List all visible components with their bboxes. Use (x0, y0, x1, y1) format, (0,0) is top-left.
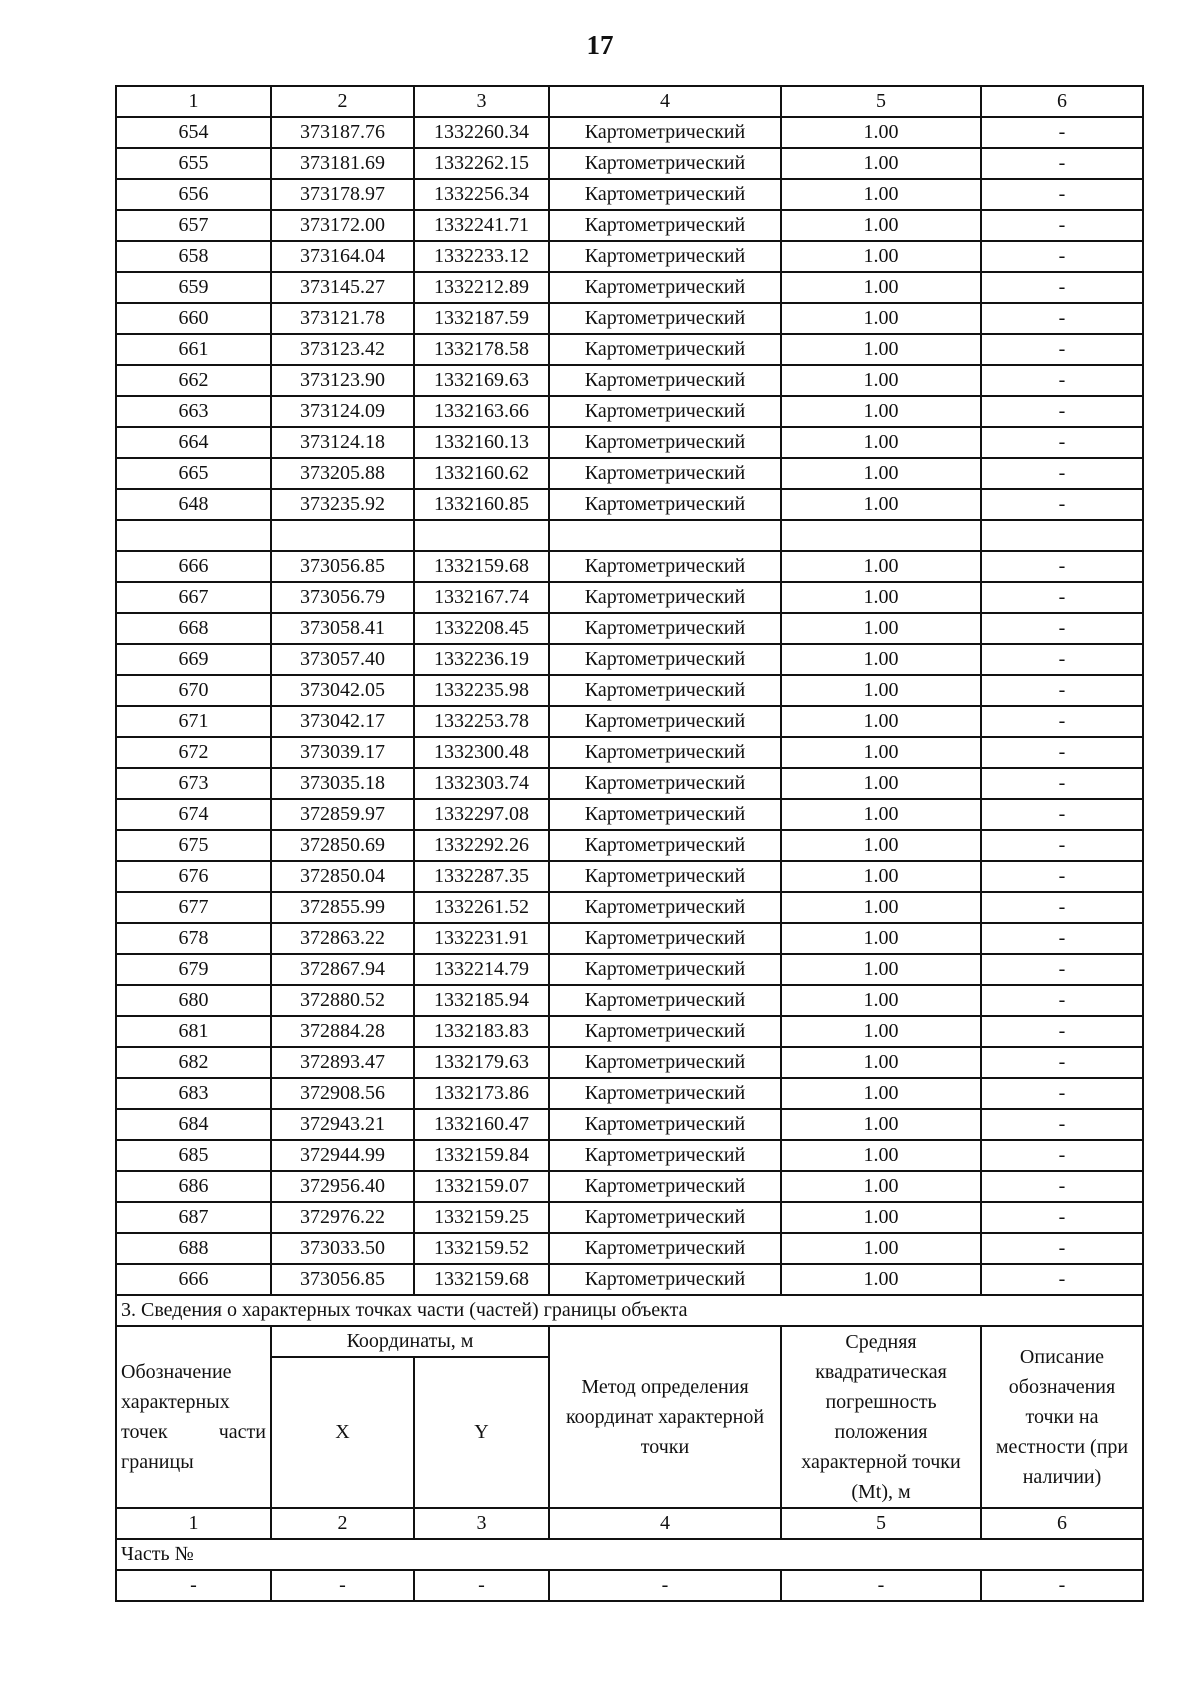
x-coordinate-cell: 373145.27 (271, 272, 414, 303)
point-number-cell: 656 (116, 179, 271, 210)
empty-cell: - (981, 1570, 1143, 1601)
table-row (116, 768, 1143, 799)
empty-cell: - (414, 1570, 549, 1601)
x-coordinate-cell: 372859.97 (271, 799, 414, 830)
method-cell: Картометрический (549, 334, 781, 365)
error-cell: 1.00 (781, 148, 981, 179)
description-cell: - (981, 985, 1143, 1016)
point-number-cell: 683 (116, 1078, 271, 1109)
method-cell: Картометрический (549, 923, 781, 954)
x-coordinate-cell: 373056.85 (271, 551, 414, 582)
point-number-cell: 672 (116, 737, 271, 768)
x-coordinate-cell: 373124.18 (271, 427, 414, 458)
table-row (116, 1264, 1143, 1295)
error-cell: 1.00 (781, 427, 981, 458)
table-row (116, 675, 1143, 706)
y-header: Y (414, 1357, 549, 1508)
method-cell: Картометрический (549, 861, 781, 892)
method-cell: Картометрический (549, 830, 781, 861)
x-coordinate-cell: 373172.00 (271, 210, 414, 241)
x-coordinate-cell: 373181.69 (271, 148, 414, 179)
description-cell: - (981, 737, 1143, 768)
designation-header: Обозначение характерных точек части границы (116, 1326, 271, 1508)
point-number-cell: 657 (116, 210, 271, 241)
point-number-cell: 664 (116, 427, 271, 458)
error-cell: 1.00 (781, 582, 981, 613)
table-row (116, 272, 1143, 303)
x-coordinate-cell: 372908.56 (271, 1078, 414, 1109)
y-coordinate-cell: 1332160.85 (414, 489, 549, 520)
x-coordinate-cell: 372893.47 (271, 1047, 414, 1078)
method-cell: Картометрический (549, 1171, 781, 1202)
description-cell: - (981, 1233, 1143, 1264)
y-coordinate-cell: 1332183.83 (414, 1016, 549, 1047)
boundary-points-table (115, 85, 1144, 1602)
y-coordinate-cell: 1332236.19 (414, 644, 549, 675)
description-cell: - (981, 334, 1143, 365)
error-cell: 1.00 (781, 830, 981, 861)
error-cell: 1.00 (781, 489, 981, 520)
method-cell: Картометрический (549, 1264, 781, 1295)
y-coordinate-cell: 1332287.35 (414, 861, 549, 892)
method-cell: Картометрический (549, 179, 781, 210)
y-coordinate-cell: 1332159.68 (414, 1264, 549, 1295)
error-cell: 1.00 (781, 1202, 981, 1233)
table-row (116, 365, 1143, 396)
column-number: 3 (414, 1508, 549, 1539)
x-coordinate-cell: 373187.76 (271, 117, 414, 148)
table-row (116, 179, 1143, 210)
description-cell: - (981, 272, 1143, 303)
error-cell: 1.00 (781, 241, 981, 272)
method-cell: Картометрический (549, 613, 781, 644)
x-coordinate-cell: 372943.21 (271, 1109, 414, 1140)
error-cell: 1.00 (781, 985, 981, 1016)
method-cell: Картометрический (549, 241, 781, 272)
description-cell: - (981, 148, 1143, 179)
part-label: Часть № (116, 1539, 1143, 1570)
description-cell: - (981, 1047, 1143, 1078)
point-number-cell: 686 (116, 1171, 271, 1202)
y-coordinate-cell: 1332160.47 (414, 1109, 549, 1140)
error-cell: 1.00 (781, 768, 981, 799)
y-coordinate-cell: 1332261.52 (414, 892, 549, 923)
method-cell: Картометрический (549, 1016, 781, 1047)
table-row (116, 830, 1143, 861)
x-coordinate-cell: 373035.18 (271, 768, 414, 799)
table-row (116, 458, 1143, 489)
error-cell: 1.00 (781, 396, 981, 427)
x-coordinate-cell: 373042.17 (271, 706, 414, 737)
description-cell: - (981, 892, 1143, 923)
description-cell: - (981, 1109, 1143, 1140)
table-row (116, 985, 1143, 1016)
x-coordinate-cell: 373235.92 (271, 489, 414, 520)
point-number-cell: 666 (116, 551, 271, 582)
y-coordinate-cell: 1332163.66 (414, 396, 549, 427)
column-number: 5 (781, 86, 981, 117)
point-number-cell: 678 (116, 923, 271, 954)
point-number-cell: 681 (116, 1016, 271, 1047)
description-cell: - (981, 582, 1143, 613)
table-row (116, 1140, 1143, 1171)
description-cell: - (981, 1202, 1143, 1233)
y-coordinate-cell: 1332214.79 (414, 954, 549, 985)
error-cell: 1.00 (781, 334, 981, 365)
x-coordinate-cell: 372884.28 (271, 1016, 414, 1047)
point-number-cell: 667 (116, 582, 271, 613)
table-row (116, 210, 1143, 241)
y-coordinate-cell: 1332159.07 (414, 1171, 549, 1202)
method-cell: Картометрический (549, 458, 781, 489)
table-row (116, 303, 1143, 334)
point-number-cell: 669 (116, 644, 271, 675)
y-coordinate-cell: 1332303.74 (414, 768, 549, 799)
column-number: 5 (781, 1508, 981, 1539)
table-row (116, 892, 1143, 923)
table-row (116, 923, 1143, 954)
error-cell: 1.00 (781, 706, 981, 737)
table-row (116, 489, 1143, 520)
y-coordinate-cell: 1332231.91 (414, 923, 549, 954)
x-coordinate-cell: 372880.52 (271, 985, 414, 1016)
table-row (116, 582, 1143, 613)
x-coordinate-cell: 373121.78 (271, 303, 414, 334)
method-cell: Картометрический (549, 489, 781, 520)
table-row (116, 551, 1143, 582)
point-number-cell: 666 (116, 1264, 271, 1295)
error-cell: 1.00 (781, 1016, 981, 1047)
y-coordinate-cell: 1332160.13 (414, 427, 549, 458)
method-cell: Картометрический (549, 675, 781, 706)
description-cell: - (981, 551, 1143, 582)
method-cell: Картометрический (549, 303, 781, 334)
point-number-cell: 679 (116, 954, 271, 985)
method-cell: Картометрический (549, 644, 781, 675)
description-cell: - (981, 923, 1143, 954)
description-cell: - (981, 644, 1143, 675)
y-coordinate-cell: 1332167.74 (414, 582, 549, 613)
method-cell: Картометрический (549, 272, 781, 303)
x-coordinate-cell: 372976.22 (271, 1202, 414, 1233)
error-cell: 1.00 (781, 179, 981, 210)
method-cell: Картометрический (549, 1140, 781, 1171)
method-cell: Картометрический (549, 768, 781, 799)
point-number-cell: 687 (116, 1202, 271, 1233)
empty-cell: - (549, 1570, 781, 1601)
point-number-cell: 680 (116, 985, 271, 1016)
description-cell: - (981, 303, 1143, 334)
table-row (116, 334, 1143, 365)
error-cell: 1.00 (781, 1140, 981, 1171)
method-cell: Картометрический (549, 117, 781, 148)
error-cell: 1.00 (781, 272, 981, 303)
method-cell: Картометрический (549, 1109, 781, 1140)
error-cell: 1.00 (781, 210, 981, 241)
empty-cell: - (271, 1570, 414, 1601)
description-cell: - (981, 830, 1143, 861)
y-coordinate-cell: 1332159.52 (414, 1233, 549, 1264)
description-cell: - (981, 241, 1143, 272)
method-cell: Картометрический (549, 427, 781, 458)
coordinates-header: Координаты, м (271, 1326, 549, 1357)
y-coordinate-cell: 1332159.84 (414, 1140, 549, 1171)
point-number-cell: 670 (116, 675, 271, 706)
point-number-cell: 677 (116, 892, 271, 923)
error-cell: 1.00 (781, 675, 981, 706)
table-row (116, 613, 1143, 644)
y-coordinate-cell: 1332185.94 (414, 985, 549, 1016)
y-coordinate-cell: 1332297.08 (414, 799, 549, 830)
description-cell: - (981, 489, 1143, 520)
x-coordinate-cell: 372867.94 (271, 954, 414, 985)
table-row (116, 1171, 1143, 1202)
description-cell: - (981, 1171, 1143, 1202)
x-coordinate-cell: 372956.40 (271, 1171, 414, 1202)
table-row (116, 148, 1143, 179)
error-cell: 1.00 (781, 954, 981, 985)
y-coordinate-cell: 1332292.26 (414, 830, 549, 861)
description-cell: - (981, 396, 1143, 427)
section-column-number-row (116, 1508, 1143, 1539)
x-coordinate-cell: 372863.22 (271, 923, 414, 954)
method-cell: Картометрический (549, 148, 781, 179)
error-cell: 1.00 (781, 613, 981, 644)
point-number-cell: 674 (116, 799, 271, 830)
column-number: 3 (414, 86, 549, 117)
x-coordinate-cell: 373164.04 (271, 241, 414, 272)
part-label-row (116, 1539, 1143, 1570)
point-number-cell: 659 (116, 272, 271, 303)
y-coordinate-cell: 1332260.34 (414, 117, 549, 148)
point-number-cell: 671 (116, 706, 271, 737)
x-coordinate-cell: 373178.97 (271, 179, 414, 210)
point-number-cell: 676 (116, 861, 271, 892)
table-row (116, 1233, 1143, 1264)
y-coordinate-cell: 1332233.12 (414, 241, 549, 272)
y-coordinate-cell: 1332208.45 (414, 613, 549, 644)
column-number: 4 (549, 86, 781, 117)
y-coordinate-cell: 1332160.62 (414, 458, 549, 489)
y-coordinate-cell: 1332159.68 (414, 551, 549, 582)
table-row (116, 117, 1143, 148)
y-coordinate-cell: 1332235.98 (414, 675, 549, 706)
empty-separator-row (116, 520, 1143, 551)
table-row (116, 954, 1143, 985)
empty-cell: - (116, 1570, 271, 1601)
method-cell: Картометрический (549, 799, 781, 830)
description-cell: - (981, 954, 1143, 985)
method-cell: Картометрический (549, 582, 781, 613)
x-coordinate-cell: 372850.04 (271, 861, 414, 892)
y-coordinate-cell: 1332212.89 (414, 272, 549, 303)
column-number: 6 (981, 86, 1143, 117)
table-row (116, 241, 1143, 272)
description-cell: - (981, 458, 1143, 489)
x-coordinate-cell: 373058.41 (271, 613, 414, 644)
column-number: 6 (981, 1508, 1143, 1539)
error-cell: 1.00 (781, 1078, 981, 1109)
x-coordinate-cell: 373205.88 (271, 458, 414, 489)
y-coordinate-cell: 1332300.48 (414, 737, 549, 768)
error-cell: 1.00 (781, 1109, 981, 1140)
point-number-cell: 655 (116, 148, 271, 179)
table-row (116, 1109, 1143, 1140)
method-cell: Картометрический (549, 1078, 781, 1109)
point-number-cell: 675 (116, 830, 271, 861)
point-number-cell: 660 (116, 303, 271, 334)
x-coordinate-cell: 373042.05 (271, 675, 414, 706)
description-cell: - (981, 117, 1143, 148)
table-row (116, 737, 1143, 768)
column-number: 2 (271, 1508, 414, 1539)
point-number-cell: 654 (116, 117, 271, 148)
method-cell: Картометрический (549, 985, 781, 1016)
error-cell: 1.00 (781, 737, 981, 768)
error-cell: 1.00 (781, 551, 981, 582)
x-coordinate-cell: 373123.42 (271, 334, 414, 365)
description-cell: - (981, 799, 1143, 830)
error-cell: 1.00 (781, 458, 981, 489)
description-cell: - (981, 1016, 1143, 1047)
error-cell: 1.00 (781, 365, 981, 396)
section-title-row (116, 1295, 1143, 1326)
description-cell: - (981, 1078, 1143, 1109)
method-cell: Картометрический (549, 365, 781, 396)
point-number-cell: 662 (116, 365, 271, 396)
table-row (116, 1047, 1143, 1078)
method-header: Метод определения координат характерной точки (549, 1326, 781, 1508)
y-coordinate-cell: 1332173.86 (414, 1078, 549, 1109)
point-number-cell: 673 (116, 768, 271, 799)
error-header: Средняя квадратическая погрешность положения характерной точки (Mt), м (781, 1326, 981, 1508)
point-number-cell: 661 (116, 334, 271, 365)
y-coordinate-cell: 1332253.78 (414, 706, 549, 737)
x-coordinate-cell: 373056.79 (271, 582, 414, 613)
description-cell: - (981, 613, 1143, 644)
x-coordinate-cell: 372850.69 (271, 830, 414, 861)
column-number: 2 (271, 86, 414, 117)
empty-cell: - (781, 1570, 981, 1601)
method-cell: Картометрический (549, 954, 781, 985)
table-row (116, 427, 1143, 458)
error-cell: 1.00 (781, 892, 981, 923)
table-row (116, 1078, 1143, 1109)
point-number-cell: 684 (116, 1109, 271, 1140)
y-coordinate-cell: 1332256.34 (414, 179, 549, 210)
description-cell: - (981, 1264, 1143, 1295)
error-cell: 1.00 (781, 1047, 981, 1078)
method-cell: Картометрический (549, 396, 781, 427)
error-cell: 1.00 (781, 861, 981, 892)
column-number: 4 (549, 1508, 781, 1539)
description-cell: - (981, 210, 1143, 241)
x-coordinate-cell: 373033.50 (271, 1233, 414, 1264)
method-cell: Картометрический (549, 1047, 781, 1078)
description-cell: - (981, 427, 1143, 458)
point-number-cell: 688 (116, 1233, 271, 1264)
description-cell: - (981, 179, 1143, 210)
point-number-cell: 665 (116, 458, 271, 489)
table-row (116, 644, 1143, 675)
table-row (116, 861, 1143, 892)
x-coordinate-cell: 373123.90 (271, 365, 414, 396)
method-cell: Картометрический (549, 551, 781, 582)
error-cell: 1.00 (781, 117, 981, 148)
column-number: 1 (116, 86, 271, 117)
error-cell: 1.00 (781, 644, 981, 675)
table-row (116, 799, 1143, 830)
point-number-cell: 663 (116, 396, 271, 427)
description-cell: - (981, 1140, 1143, 1171)
column-number: 1 (116, 1508, 271, 1539)
point-number-cell: 658 (116, 241, 271, 272)
section-header-row (116, 1326, 1143, 1357)
point-number-cell: 682 (116, 1047, 271, 1078)
error-cell: 1.00 (781, 303, 981, 334)
page-number: 17 (586, 30, 614, 60)
method-cell: Картометрический (549, 892, 781, 923)
description-header: Описание обозначения точки на местности (при наличии) (981, 1326, 1143, 1508)
error-cell: 1.00 (781, 1264, 981, 1295)
description-cell: - (981, 768, 1143, 799)
error-cell: 1.00 (781, 923, 981, 954)
section-title: 3. Сведения о характерных точках части (частей) границы объекта (116, 1295, 1143, 1326)
column-number-row (116, 86, 1143, 117)
method-cell: Картометрический (549, 706, 781, 737)
y-coordinate-cell: 1332241.71 (414, 210, 549, 241)
description-cell: - (981, 706, 1143, 737)
y-coordinate-cell: 1332169.63 (414, 365, 549, 396)
table-row (116, 396, 1143, 427)
x-coordinate-cell: 373057.40 (271, 644, 414, 675)
table-row (116, 1016, 1143, 1047)
y-coordinate-cell: 1332262.15 (414, 148, 549, 179)
x-coordinate-cell: 373124.09 (271, 396, 414, 427)
error-cell: 1.00 (781, 1233, 981, 1264)
y-coordinate-cell: 1332179.63 (414, 1047, 549, 1078)
table-row (116, 1202, 1143, 1233)
method-cell: Картометрический (549, 737, 781, 768)
y-coordinate-cell: 1332159.25 (414, 1202, 549, 1233)
error-cell: 1.00 (781, 1171, 981, 1202)
description-cell: - (981, 365, 1143, 396)
description-cell: - (981, 675, 1143, 706)
empty-part-row (116, 1570, 1143, 1601)
error-cell: 1.00 (781, 799, 981, 830)
point-number-cell: 685 (116, 1140, 271, 1171)
y-coordinate-cell: 1332187.59 (414, 303, 549, 334)
x-header: X (271, 1357, 414, 1508)
y-coordinate-cell: 1332178.58 (414, 334, 549, 365)
x-coordinate-cell: 372944.99 (271, 1140, 414, 1171)
table-row (116, 706, 1143, 737)
point-number-cell: 668 (116, 613, 271, 644)
x-coordinate-cell: 373039.17 (271, 737, 414, 768)
description-cell: - (981, 861, 1143, 892)
point-number-cell: 648 (116, 489, 271, 520)
method-cell: Картометрический (549, 1233, 781, 1264)
method-cell: Картометрический (549, 210, 781, 241)
x-coordinate-cell: 373056.85 (271, 1264, 414, 1295)
method-cell: Картометрический (549, 1202, 781, 1233)
x-coordinate-cell: 372855.99 (271, 892, 414, 923)
